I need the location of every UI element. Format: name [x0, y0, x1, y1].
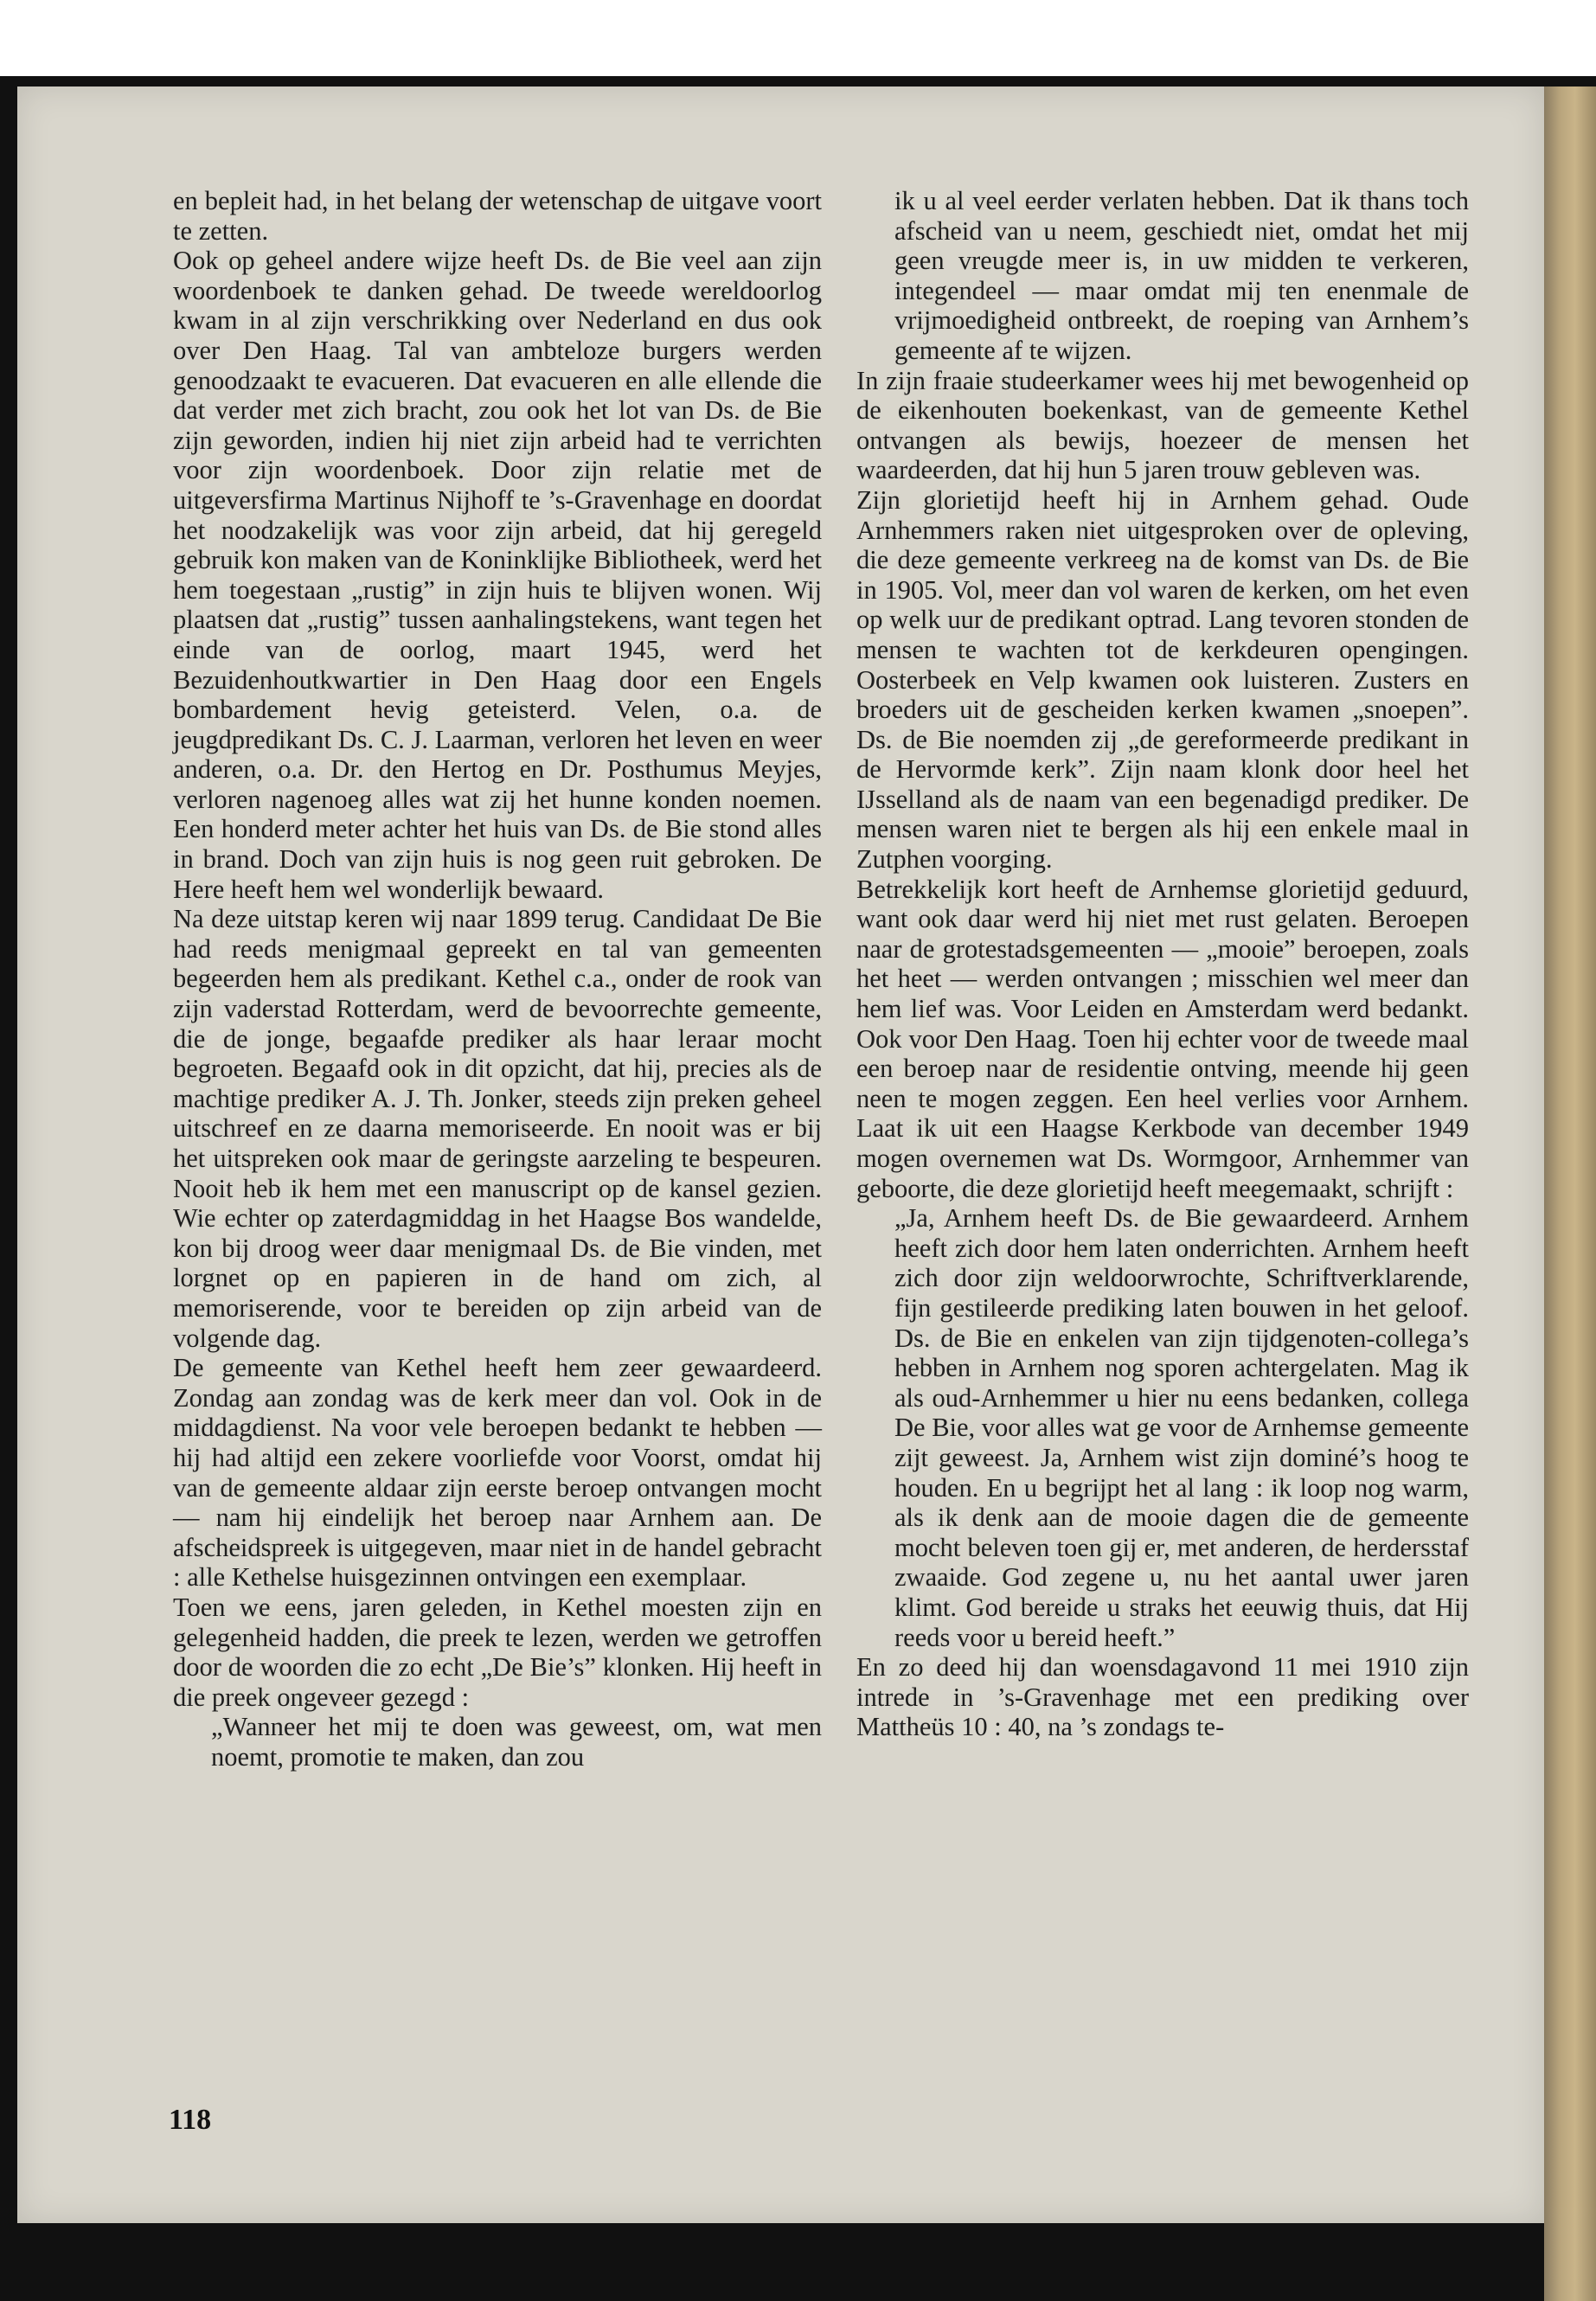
paragraph: De gemeente van Kethel heeft hem zeer gewaardeerd. Zondag aan zondag was de kerk meer dan vol. Ook in de middagdienst. Na voor vele beroepen bedankt te hebben — hij had altijd een zekere voorliefde voor Voorst, omdat hij van de gemeente aldaar zijn eerste beroep ontvangen mocht — nam hij eindelijk het beroep naar Arnhem aan. De afscheidspreek is uitgegeven, maar niet in de handel gebracht : alle Kethelse huisgezinnen ontvingen een exemplaar.: [173, 1353, 822, 1593]
quote-paragraph: „Ja, Arnhem heeft Ds. de Bie gewaardeerd. Arnhem heeft zich door hem laten onderrichten. Arnhem heeft zich door zijn weldoorwrochte, Schriftverklarende, fijn gestileerde prediking laten bouwen in het geloof. Ds. de Bie en enkelen van zijn tijdgenoten-collega’s hebben in Arnhem nog sporen achtergelaten. Mag ik als oud-Arnhemmer u hier nu eens bedanken, collega De Bie, voor alles wat ge voor de Arnhemse gemeente zijt geweest. Ja, Arnhem wist zijn dominé’s hoog te houden. En u begrijpt het al lang : ik loop nog warm, als ik denk aan de mooie dagen die de gemeente mocht beleven toen gij er, met anderen, de herdersstaf zwaaide. God zegene u, nu het aantal uwer jaren klimt. God bereide u straks het eeuwig thuis, dat Hij reeds voor u bereid heeft.”: [894, 1203, 1470, 1652]
paragraph: Zijn glorietijd heeft hij in Arnhem gehad. Oude Arnhemmers raken niet uitgesproken over de opleving, die deze gemeente verkreeg na de komst van Ds. de Bie in 1905. Vol, meer dan vol waren de kerken, om het even op welk uur de predikant optrad. Lang tevoren stonden de mensen te wachten tot de kerkdeuren opengingen. Oosterbeek en Velp kwamen ook luisteren. Zusters en broeders uit de gescheiden kerken kwamen „snoepen”. Ds. de Bie noemden zij „de gereformeerde predikant in de Hervormde kerk”. Zijn naam klonk door heel het IJsselland als de naam van een begenadigd prediker. De mensen waren niet te bergen als hij een enkele maal in Zutphen voorging.: [856, 484, 1469, 875]
paragraph: en bepleit had, in het belang der wetenschap de uitgave voort te zetten.: [173, 186, 822, 246]
book-spine: [1544, 87, 1596, 2301]
quote-paragraph: „Wanneer het mij te doen was geweest, om, wat men noemt, promotie te maken, dan zou: [211, 1712, 822, 1772]
right-column: [856, 186, 1469, 1742]
paragraph: Betrekkelijk kort heeft de Arnhemse glorietijd geduurd, want ook daar werd hij niet met rust gelaten. Beroepen naar de grotestadsgemeenten — „mooie” beroepen, zoals het heet — werden ontvangen ; misschien wel meer dan hem lief was. Voor Leiden en Amsterdam werd bedankt. Ook voor Den Haag. Toen hij echter voor de tweede maal een beroep naar de residentie ontving, meende hij geen neen te mogen zeggen. Een heel verlies voor Arnhem. Laat ik uit een Haagse Kerkbode van december 1949 mogen overnemen wat Ds. Wormgoor, Arnhemmer van geboorte, die deze glorietijd heeft meegemaakt, schrijft :: [856, 874, 1469, 1203]
quote-paragraph: ik u al veel eerder verlaten hebben. Dat ik thans toch afscheid van u neem, geschiedt niet, omdat het mij geen vreugde meer is, in uw midden te verkeren, integendeel — maar omdat mij ten enenmale de vrijmoedigheid ontbreekt, de roeping van Arnhem’s gemeente af te wijzen.: [894, 186, 1469, 365]
paragraph: Na deze uitstap keren wij naar 1899 terug. Candidaat De Bie had reeds menigmaal gepreekt en tal van gemeenten begeerden hem als predikant. Kethel c.a., onder de rook van zijn vaderstad Rotterdam, werd de bevoorrechte gemeente, die de jonge, begaafde prediker als haar leraar mocht begroeten. Begaafd ook in dit opzicht, dat hij, precies als de machtige prediker A. J. Th. Jonker, steeds zijn preken geheel uitschreef en ze daarna memoriseerde. En nooit was er bij het uitspreken ook maar de geringste aarzeling te bespeuren. Nooit heb ik hem met een manuscript op de kansel gezien. Wie echter op zaterdagmiddag in het Haagse Bos wandelde, kon bij droog weer daar menigmaal Ds. de Bie vinden, met lorgnet op en papieren in de hand om zich, al memoriserende, voor te bereiden op zijn arbeid van de volgende dag.: [173, 904, 822, 1353]
page-number: 118: [169, 2104, 212, 2136]
left-column: [173, 186, 822, 1772]
top-margin: [0, 0, 1596, 76]
paragraph: In zijn fraaie studeerkamer wees hij met bewogenheid op de eikenhouten boekenkast, van de gemeente Kethel ontvangen als bewijs, hoezeer de mensen het waardeerden, dat hij hun 5 jaren trouw gebleven was.: [856, 365, 1469, 485]
paragraph: En zo deed hij dan woensdagavond 11 mei 1910 zijn intrede in ’s-Gravenhage met een prediking over Mattheüs 10 : 40, na ’s zondags te-: [856, 1652, 1469, 1742]
paragraph: Toen we eens, jaren geleden, in Kethel moesten zijn en gelegenheid hadden, die preek te lezen, werden we getroffen door de woorden die zo echt „De Bie’s” klonken. Hij heeft in die preek ongeveer gezegd :: [173, 1592, 822, 1712]
paragraph: Ook op geheel andere wijze heeft Ds. de Bie veel aan zijn woordenboek te danken gehad. De tweede wereldoorlog kwam in al zijn verschrikking over Nederland en dus ook over Den Haag. Tal van ambteloze burgers werden genoodzaakt te evacueren. Dat evacueren en alle ellende die dat verder met zich bracht, zou ook het lot van Ds. de Bie zijn geworden, indien hij niet zijn arbeid had te verrichten voor zijn woordenboek. Door zijn relatie met de uitgeversfirma Martinus Nijhoff te ’s-Gravenhage en doordat het noodzakelijk was voor zijn arbeid, dat hij geregeld gebruik kon maken van de Koninklijke Bibliotheek, werd het hem toegestaan „rustig” in zijn huis te blijven wonen. Wij plaatsen dat „rustig” tussen aanhalingstekens, want tegen het einde van de oorlog, maart 1945, werd het Bezuidenhoutkwartier in Den Haag door een Engels bombardement hevig geteisterd. Velen, o.a. de jeugdpredikant Ds. C. J. Laarman, verloren het leven en weer anderen, o.a. Dr. den Hertog en Dr. Posthumus Meyjes, verloren nagenoeg alles wat zij het hunne konden noemen. Een honderd meter achter het huis van Ds. de Bie stond alles in brand. Doch van zijn huis is nog geen ruit gebroken. De Here heeft hem wel wonderlijk bewaard.: [173, 246, 822, 904]
